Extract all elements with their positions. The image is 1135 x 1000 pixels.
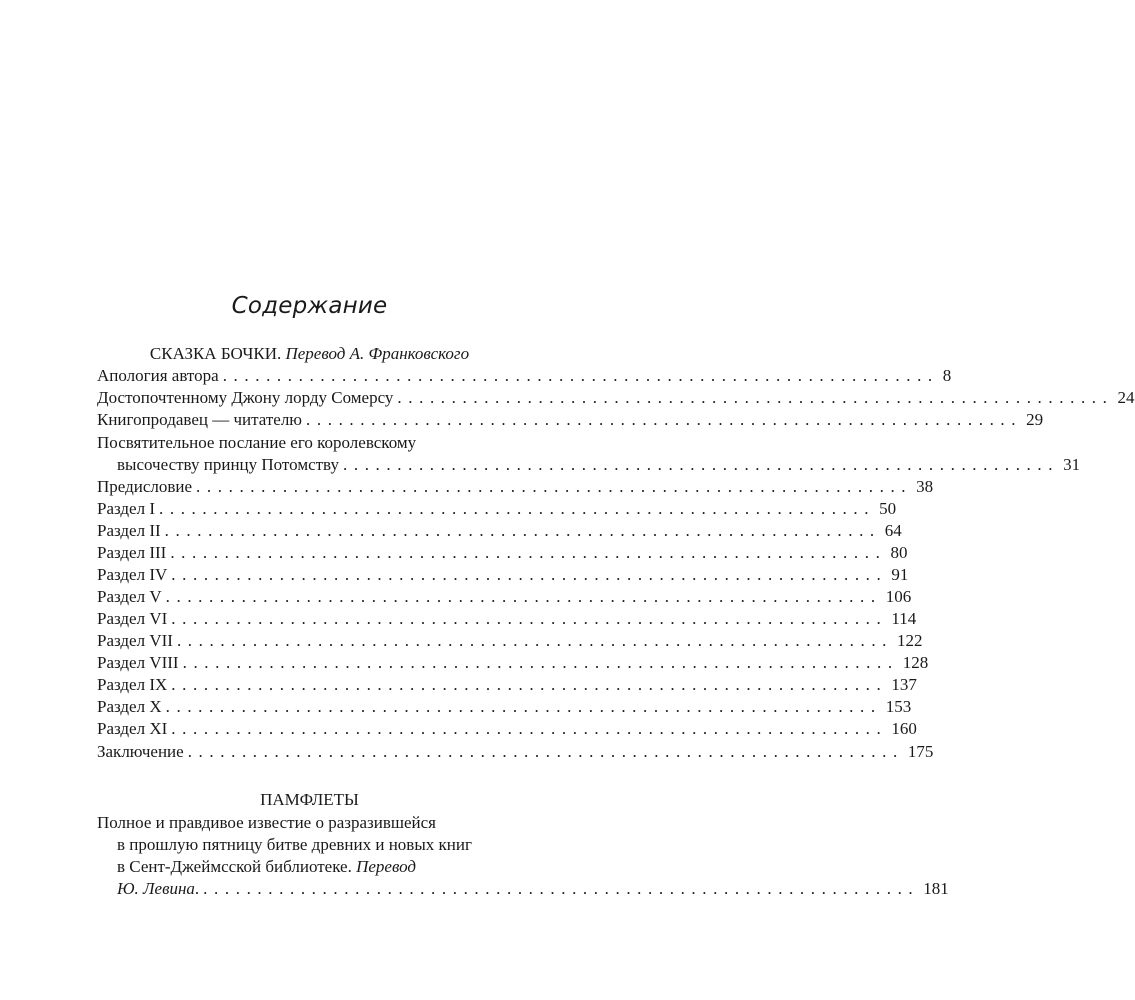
leader-dots: .................................................................. <box>165 697 882 716</box>
leader-dots: .................................................................. <box>182 653 899 672</box>
leader-dots: .................................................................. <box>176 631 894 650</box>
toc-entry[interactable] <box>97 542 908 564</box>
toc-entry-label: Раздел VIII <box>97 653 179 672</box>
leader-dots: .................................................................. <box>306 410 1023 429</box>
toc-entry[interactable] <box>97 741 934 763</box>
section-heading-text: СКАЗКА БОЧКИ. <box>149 344 282 363</box>
toc-entry-label: Апология автора <box>97 366 219 385</box>
toc-entry-page: 64 <box>884 521 902 540</box>
leader-dots: .................................................................. <box>159 499 876 518</box>
toc-entry[interactable] <box>97 630 923 652</box>
leader-dots: .................................................................. <box>196 477 913 496</box>
toc-entry-label: Раздел I <box>97 499 155 518</box>
toc-entry[interactable] <box>97 498 897 520</box>
toc-entry-label: Достопочтенному Джону лорду Сомерсу <box>97 388 394 407</box>
toc-entry-label: Заключение <box>97 742 184 761</box>
leader-dots: .................................................................. <box>171 719 888 738</box>
toc-entry-label-line1[interactable]: Полное и правдивое известие о разразившейся <box>97 813 436 832</box>
toc-entry-label-line2[interactable]: в прошлую пятницу битве древних и новых книг <box>117 835 472 854</box>
toc-entry-page: 38 <box>916 477 934 496</box>
leader-dots: .................................................................. <box>343 455 1060 474</box>
toc-entry-label-line1[interactable]: Посвятительное послание его королевскому <box>97 433 417 452</box>
toc-entry-label: Книгопродавец — читателю <box>97 410 303 429</box>
toc-entry-page: 181 <box>923 879 949 898</box>
toc-entry[interactable] <box>97 520 902 542</box>
toc-entry-period: . <box>194 879 200 898</box>
toc-entry-translator-prefix: Перевод <box>356 857 417 876</box>
toc-entry-label: Раздел IV <box>97 565 168 584</box>
toc-entry-page: 91 <box>891 565 909 584</box>
toc-entry[interactable] <box>97 718 917 740</box>
leader-dots: .................................................................. <box>397 388 1114 407</box>
toc-entry-label: Раздел V <box>97 587 162 606</box>
leader-dots: .................................................................. <box>171 609 888 628</box>
toc-entry[interactable] <box>97 586 912 608</box>
leader-dots: .................................................................. <box>170 543 887 562</box>
toc-entry[interactable] <box>97 409 1044 431</box>
toc-entry-page: 31 <box>1063 455 1081 474</box>
toc-entry-label: Предисловие <box>97 477 193 496</box>
section-heading-tale-of-a-tub <box>0 344 619 364</box>
toc-entry-page: 24 <box>1117 388 1135 407</box>
toc-entry-page: 8 <box>942 366 952 385</box>
toc-entry[interactable] <box>97 652 929 674</box>
toc-entry-label: Раздел VII <box>97 631 173 650</box>
toc-entry[interactable] <box>97 696 912 718</box>
toc-entry-label: Раздел X <box>97 697 162 716</box>
toc-entry-page: 114 <box>891 609 917 628</box>
leader-dots: .................................................................. <box>164 521 881 540</box>
toc-entry[interactable] <box>97 365 952 387</box>
section-heading-translator: Перевод А. Франковского <box>285 344 470 363</box>
toc-entry-page: 160 <box>891 719 917 738</box>
toc-entry[interactable] <box>97 608 917 630</box>
toc-entry-label: Раздел VI <box>97 609 168 628</box>
toc-entry-page: 122 <box>897 631 923 650</box>
leader-dots: .................................................................. <box>222 366 939 385</box>
toc-entry-page: 29 <box>1026 410 1044 429</box>
section-heading-pamphlets: ПАМФЛЕТЫ <box>260 790 359 809</box>
toc-entry-label: Раздел XI <box>97 719 168 738</box>
toc-entry-page: 106 <box>885 587 912 606</box>
toc-entry-page: 137 <box>891 675 917 694</box>
toc-entry-label: Раздел III <box>97 543 167 562</box>
toc-entry[interactable] <box>117 454 1081 476</box>
toc-entry-page: 153 <box>885 697 912 716</box>
toc-entry-label <box>117 878 199 900</box>
toc-entry[interactable] <box>97 674 917 696</box>
toc-entry-label-text: в Сент-Джеймсской библиотеке. <box>117 857 352 876</box>
toc-entry-page: 128 <box>902 653 929 672</box>
leader-dots: .................................................................. <box>187 742 904 761</box>
toc-title: Содержание <box>231 293 388 319</box>
toc-entry-page: 50 <box>879 499 897 518</box>
toc-entry-label-line3[interactable] <box>117 856 416 878</box>
toc-entry-label: Раздел II <box>97 521 161 540</box>
toc-entry-label: высочеству принцу Потомству <box>117 455 339 474</box>
toc-entry[interactable] <box>97 476 934 498</box>
toc-entry-page: 80 <box>890 543 908 562</box>
toc-entry-label: Раздел IX <box>97 675 168 694</box>
toc-entry-translator: Ю. Левина <box>117 879 195 898</box>
toc-entry[interactable] <box>97 564 909 586</box>
leader-dots: .................................................................. <box>203 879 920 898</box>
leader-dots: .................................................................. <box>171 565 888 584</box>
toc-entry[interactable] <box>117 878 949 900</box>
leader-dots: .................................................................. <box>171 675 888 694</box>
toc-entry[interactable] <box>97 387 1135 409</box>
toc-entry-page: 175 <box>907 742 934 761</box>
leader-dots: .................................................................. <box>165 587 882 606</box>
